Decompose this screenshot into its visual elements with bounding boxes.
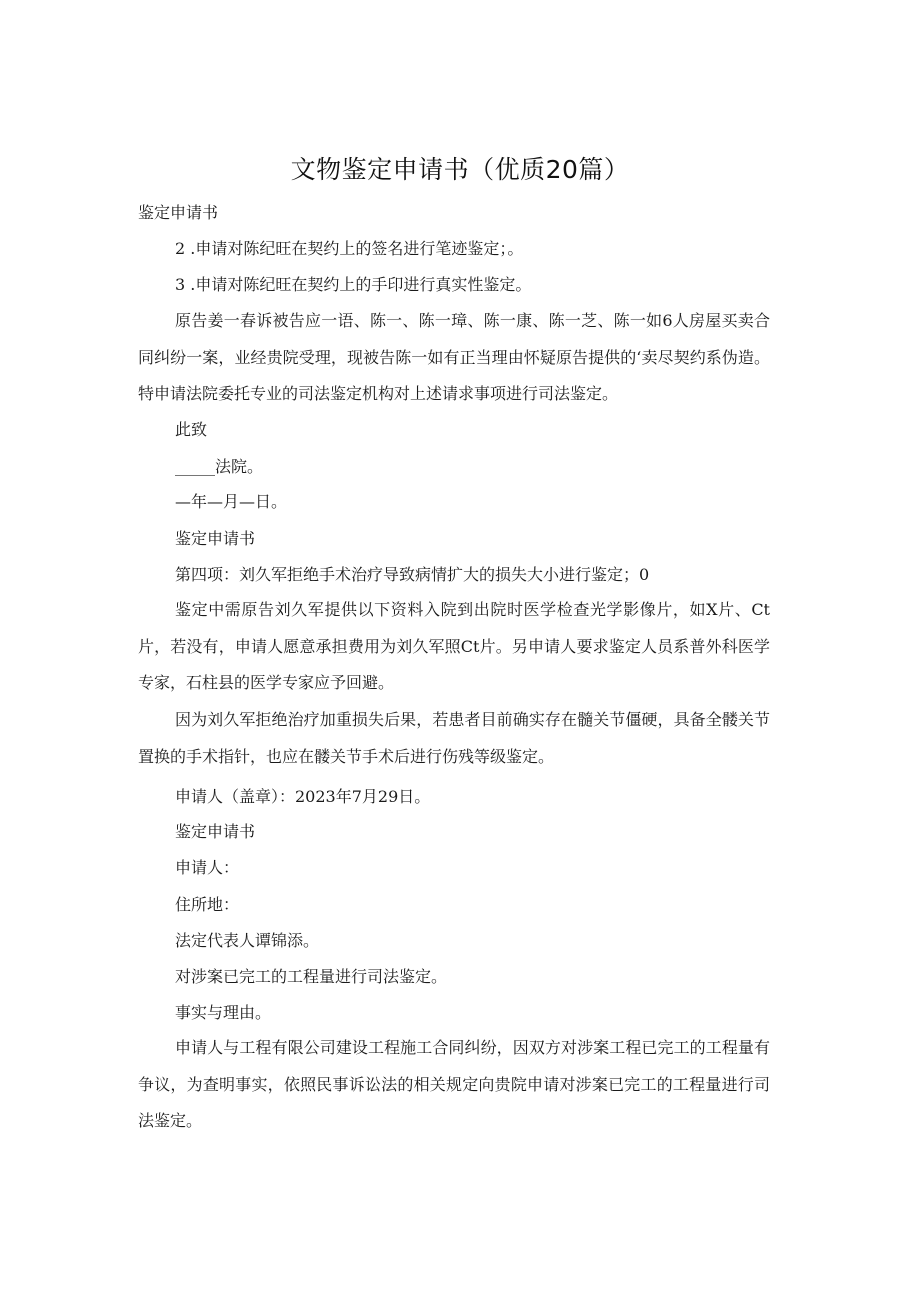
paragraph-materials: 鉴定中需原告刘久军提供以下资料入院到出院时医学检查光学影像片，如X片、Ct片，若没有，申请人愿意承担费用为刘久军照Ct片。另申请人要求鉴定人员系普外科医学专家，石柱县的医学专家应予回避。 xyxy=(138,600,770,692)
item-2: 2 .申请对陈纪旺在契约上的签名进行笔迹鉴定；。 xyxy=(175,239,524,258)
document-title: 文物鉴定申请书（优质20篇） xyxy=(290,155,630,184)
heading-3: 鉴定申请书 xyxy=(175,822,256,841)
item-3: 3 .申请对陈纪旺在契约上的手印进行真实性鉴定。 xyxy=(175,275,532,294)
court-line: _____法院。 xyxy=(175,457,264,476)
date-line: —年—月—日。 xyxy=(175,492,288,511)
item-4: 第四项：刘久军拒绝手术治疗导致病情扩大的损失大小进行鉴定；0 xyxy=(175,565,650,584)
paragraph-facts: 申请人与工程有限公司建设工程施工合同纠纷，因双方对涉案工程已完工的工程量有争议，为查明事实，依照民事诉讼法的相关规定向贵院申请对涉案已完工的工程量进行司法鉴定。 xyxy=(138,1038,770,1130)
address-line: 住所地： xyxy=(175,895,240,914)
applicant-line: 申请人： xyxy=(175,858,240,877)
salutation: 此致 xyxy=(175,420,208,439)
request-line: 对涉案已完工的工程量进行司法鉴定。 xyxy=(175,967,448,986)
section-heading: 鉴定申请书 xyxy=(138,203,219,222)
heading-2: 鉴定申请书 xyxy=(175,529,256,548)
legal-rep-line: 法定代表人谭锦添。 xyxy=(175,931,320,950)
facts-heading: 事实与理由。 xyxy=(175,1003,272,1022)
paragraph-hip: 因为刘久军拒绝治疗加重损失后果，若患者目前确实存在髓关节僵硬，具备全髅关节置换的手术指针，也应在髅关节手术后进行伤残等级鉴定。 xyxy=(138,710,770,766)
paragraph-reason: 原告姜一春诉被告应一语、陈一、陈一璋、陈一康、陈一芝、陈一如6人房屋买卖合同纠纷一案，业经贵院受理，现被告陈一如有正当理由怀疑原告提供的‘卖尽契约系伪造。特申请法院委托专业的司法鉴定机构对上述请求事项进行司法鉴定。 xyxy=(138,311,770,403)
signature-line: 申请人（盖章）：2023年7月29日。 xyxy=(175,787,431,806)
